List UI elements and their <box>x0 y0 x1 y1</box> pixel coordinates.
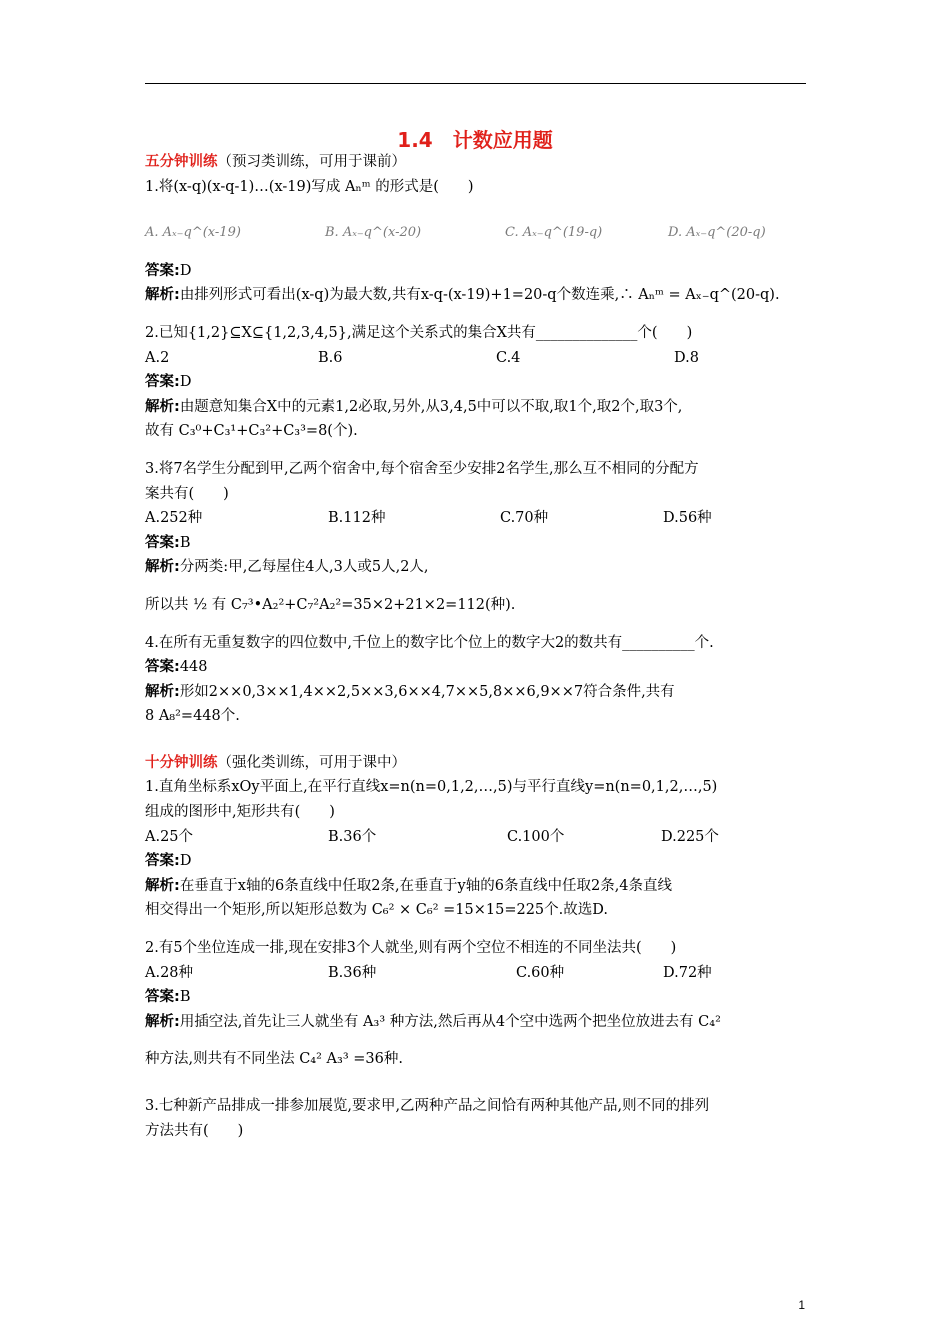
section-heading-2: 十分钟训练（强化类训练，可用于课中） <box>145 754 406 771</box>
q2-options <box>145 346 815 371</box>
q3-option-b: B.112种 <box>328 510 386 527</box>
q1-option-d: D. Aₓ₋q^(20-q) <box>668 225 766 241</box>
page-title: 1.4 计数应用题 <box>397 128 553 152</box>
p2-options <box>145 961 815 986</box>
page-number: 1 <box>798 1298 805 1312</box>
q3-stem-line2: 案共有( ) <box>145 485 229 502</box>
q2-option-b: B.6 <box>318 349 343 366</box>
q3-options <box>145 506 815 531</box>
q1-option-b: B. Aₓ₋q^(x-20) <box>325 225 422 241</box>
p2-stem: 2.有5个坐位连成一排,现在安排3个人就坐,则有两个空位不相连的不同坐法共( ) <box>145 940 677 957</box>
q3-option-d: D.56种 <box>663 510 712 527</box>
q1-analysis: 解析:由排列形式可看出(x-q)为最大数,共有x-q-(x-19)+1=20-q个数连乘,∴ Aₙᵐ = Aₓ₋q^(20-q). <box>145 287 780 304</box>
q3-option-a: A.252种 <box>145 510 203 527</box>
p1-option-a: A.25个 <box>145 828 194 845</box>
q1-stem: 1.将(x-q)(x-q-1)…(x-19)写成 Aₙᵐ 的形式是( ) <box>145 178 474 195</box>
p2-answer: 答案:B <box>145 989 191 1006</box>
q2-analysis-line2: 故有 C₃⁰+C₃¹+C₃²+C₃³=8(个). <box>145 423 358 440</box>
p1-analysis-line2: 相交得出一个矩形,所以矩形总数为 C₆² × C₆² =15×15=225个.故选D. <box>145 902 608 919</box>
q3-answer: 答案:B <box>145 534 191 551</box>
q1-answer: 答案:D <box>145 262 192 279</box>
p1-option-b: B.36个 <box>328 828 377 845</box>
q2-option-a: A.2 <box>145 349 170 366</box>
q2-stem: 2.已知{1,2}⊆X⊆{1,2,3,4,5},满足这个关系式的集合X共有______________个( ) <box>145 324 693 341</box>
q1-option-a: A. Aₓ₋q^(x-19) <box>145 225 241 241</box>
p2-option-b: B.36种 <box>328 964 377 981</box>
q4-analysis-line2: 8 A₈²=448个. <box>145 708 240 725</box>
q4-stem: 4.在所有无重复数字的四位数中,千位上的数字比个位上的数字大2的数共有__________个. <box>145 634 714 651</box>
document-body <box>145 150 815 1143</box>
q2-answer: 答案:D <box>145 374 192 391</box>
q2-analysis-line1: 解析:由题意知集合X中的元素1,2必取,另外,从3,4,5中可以不取,取1个,取2个,取3个, <box>145 398 683 415</box>
header-rule <box>145 83 806 84</box>
q3-option-c: C.70种 <box>500 510 549 527</box>
q4-answer: 答案:448 <box>145 659 208 676</box>
q3-analysis-line2: 所以共 ½ 有 C₇³•A₂²+C₇²A₂²=35×2+21×2=112(种). <box>145 596 516 613</box>
p2-analysis-line2: 种方法,则共有不同坐法 C₄² A₃³ =36种. <box>145 1051 403 1068</box>
p1-analysis-line1: 解析:在垂直于x轴的6条直线中任取2条,在垂直于y轴的6条直线中任取2条,4条直线 <box>145 877 673 894</box>
p1-answer: 答案:D <box>145 853 192 870</box>
q4-analysis-line1: 解析:形如2××0,3××1,4××2,5××3,6××4,7××5,8××6,9××7符合条件,共有 <box>145 683 675 700</box>
p1-options <box>145 825 815 850</box>
q2-option-c: C.4 <box>496 349 521 366</box>
q2-option-d: D.8 <box>674 349 699 366</box>
q3-analysis-line1: 解析:分两类:甲,乙每屋住4人,3人或5人,2人, <box>145 559 429 576</box>
p1-option-c: C.100个 <box>507 828 565 845</box>
p2-analysis-line1: 解析:用插空法,首先让三人就坐有 A₃³ 种方法,然后再从4个空中选两个把坐位放进去有 C₄² <box>145 1013 721 1030</box>
p1-stem-line2: 组成的图形中,矩形共有( ) <box>145 804 335 821</box>
q3-stem-line1: 3.将7名学生分配到甲,乙两个宿舍中,每个宿舍至少安排2名学生,那么互不相同的分配方 <box>145 460 699 477</box>
q1-option-c: C. Aₓ₋q^(19-q) <box>505 225 603 241</box>
p3-stem-line2: 方法共有( ) <box>145 1122 244 1139</box>
p1-option-d: D.225个 <box>661 828 719 845</box>
q1-options <box>145 221 815 246</box>
p2-option-a: A.28种 <box>145 964 194 981</box>
p3-stem-line1: 3.七种新产品排成一排参加展览,要求甲,乙两种产品之间恰有两种其他产品,则不同的排列 <box>145 1098 710 1114</box>
p2-option-d: D.72种 <box>663 964 712 981</box>
p1-stem-line1: 1.直角坐标系xOy平面上,在平行直线x=n(n=0,1,2,…,5)与平行直线y=n(n=0,1,2,…,5) <box>145 779 718 796</box>
section-heading-1: 五分钟训练（预习类训练，可用于课前） <box>145 154 406 170</box>
p2-option-c: C.60种 <box>516 964 565 981</box>
